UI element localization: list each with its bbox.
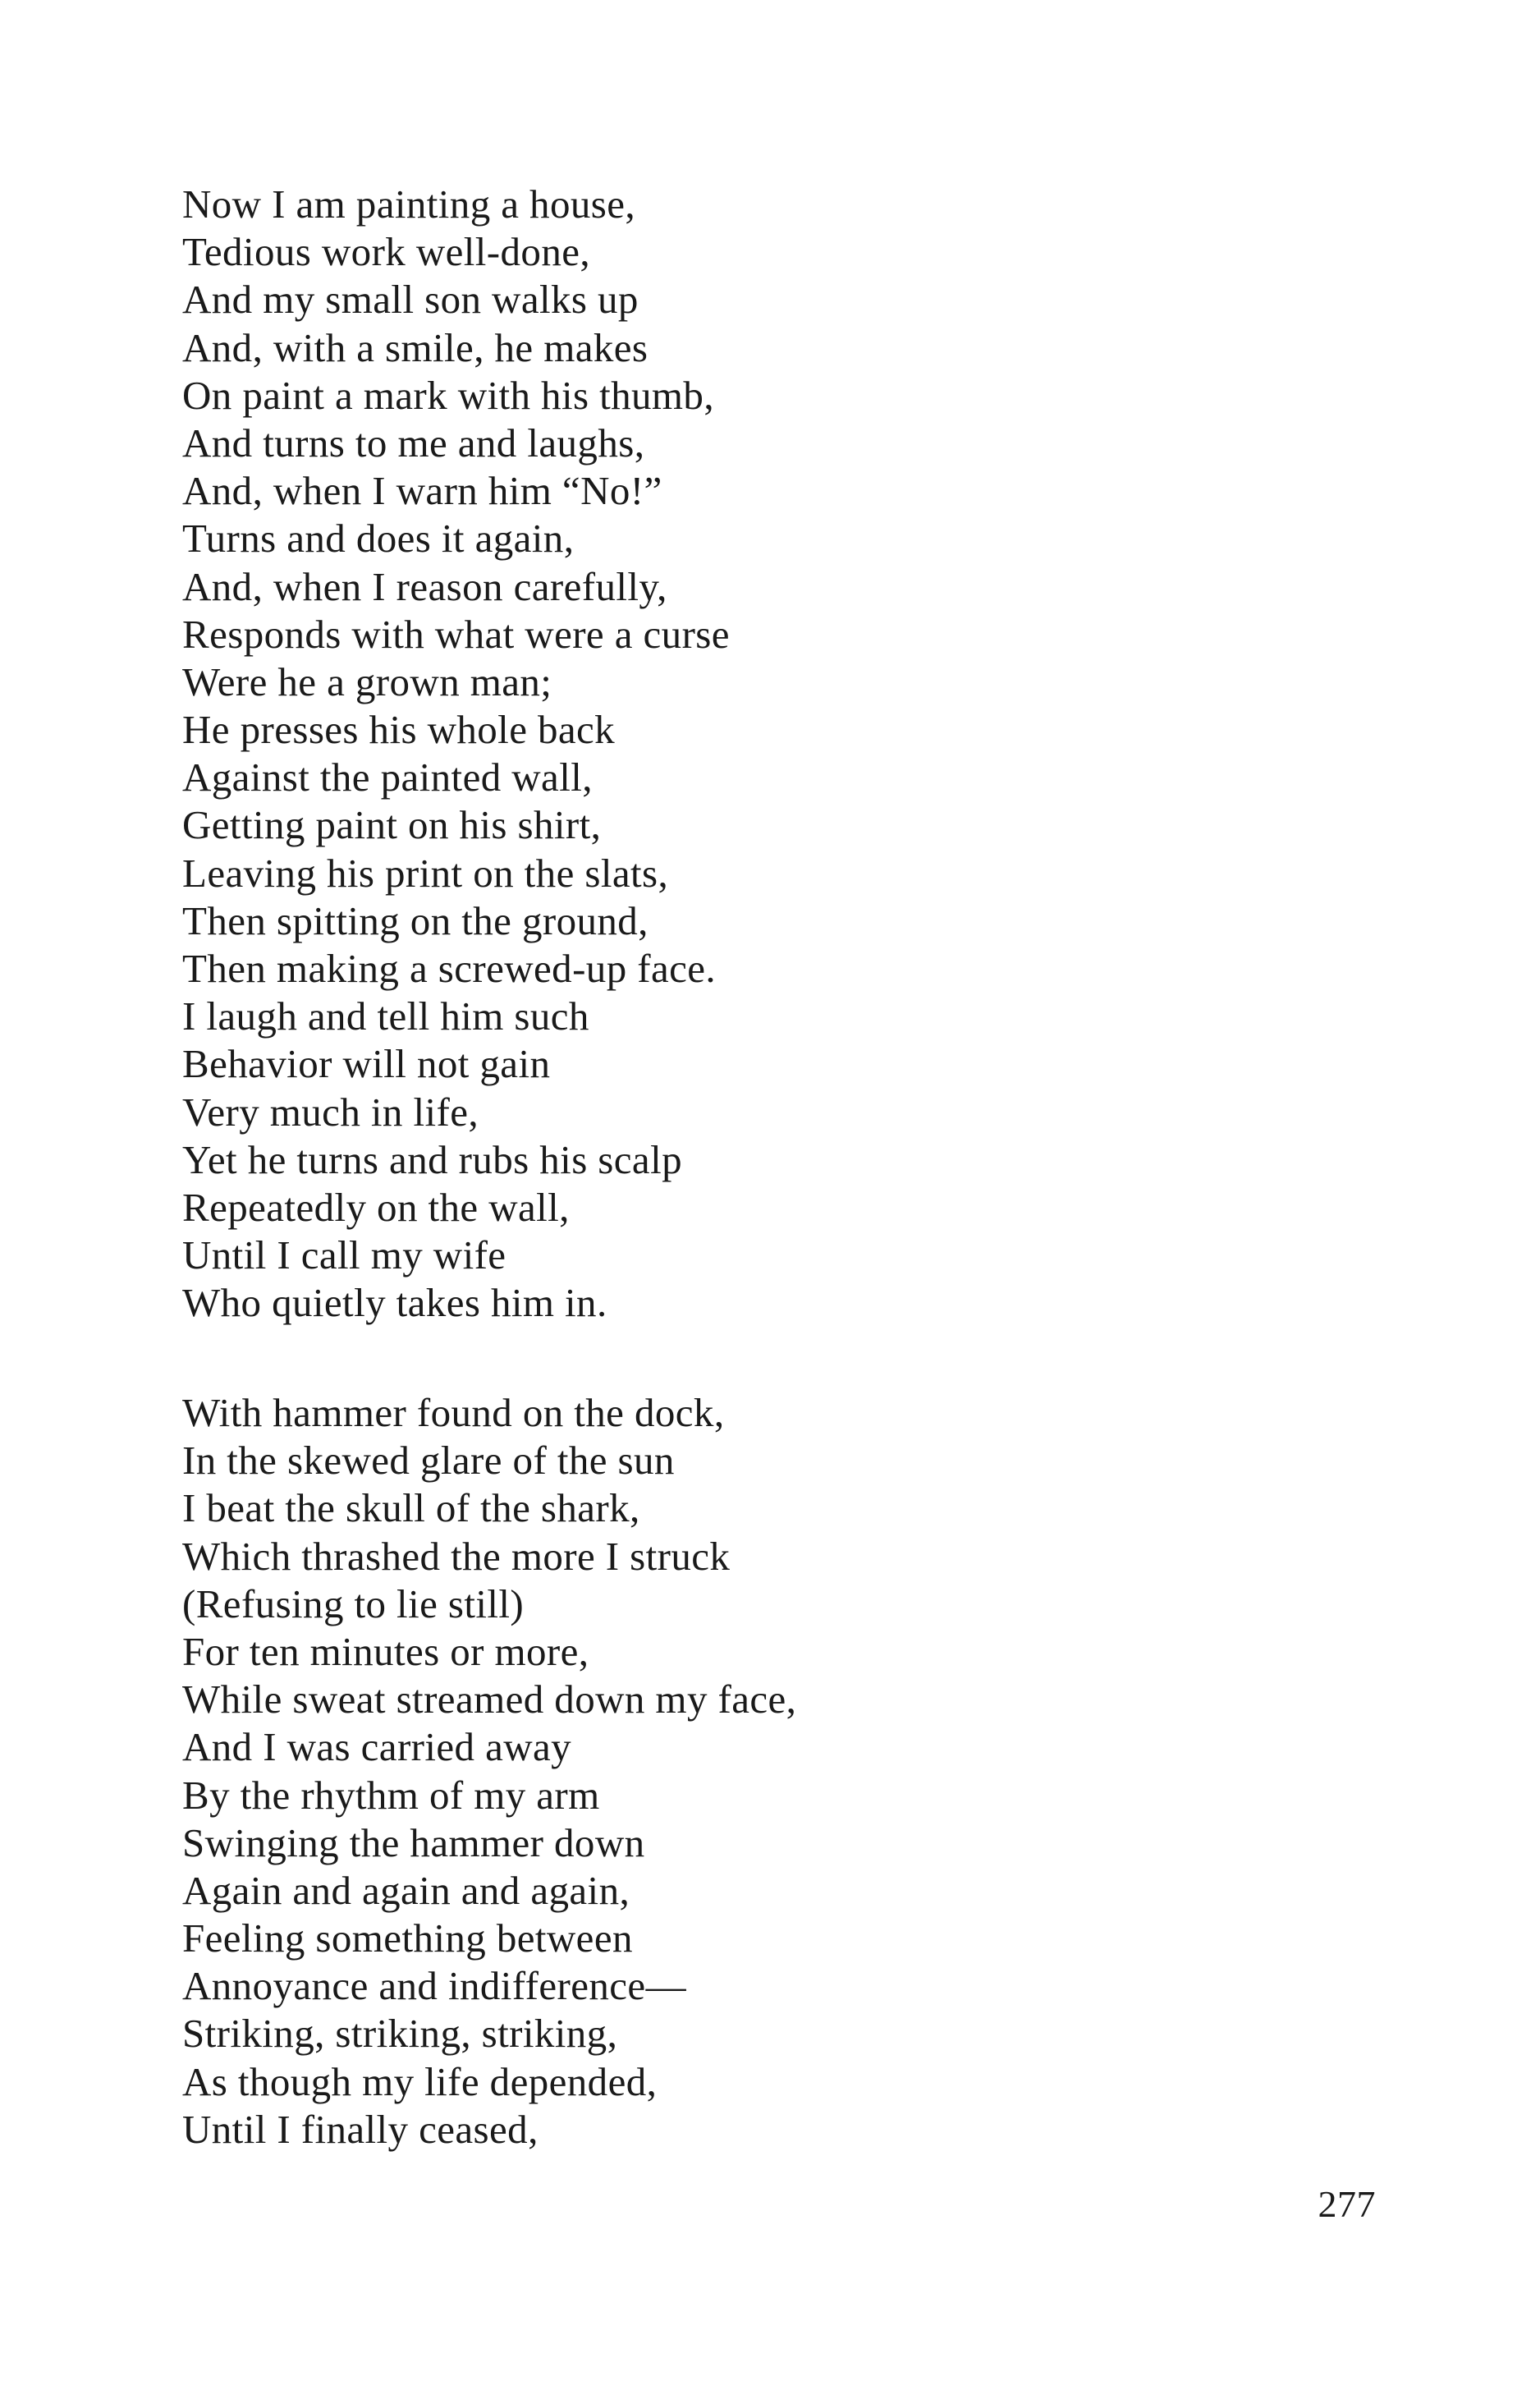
poem-line: And, with a smile, he makes [182,324,649,370]
poem-line: Until I call my wife [182,1232,506,1278]
poem-line: Now I am painting a house, [182,181,636,227]
poem-line: And my small son walks up [182,277,639,323]
poem-line: With hammer found on the dock, [182,1390,725,1435]
poem-line: Which thrashed the more I struck [182,1533,731,1579]
poem-line: Repeatedly on the wall, [182,1184,570,1230]
poem-line: Who quietly takes him in. [182,1280,607,1326]
poem-line: Then spitting on the ground, [182,897,649,943]
poem-line: For ten minutes or more, [182,1628,589,1674]
poem-line: Yet he turns and rubs his scalp [182,1136,682,1182]
poem-line: Tedious work well-done, [182,229,591,275]
poem-line: And, when I warn him “No!” [182,468,662,514]
poem-line: And, when I reason carefully, [182,563,667,609]
poem-line: He presses his whole back [182,707,616,753]
poem-line: Again and again and again, [182,1867,630,1913]
poem-line: Until I finally ceased, [182,2106,539,2152]
page-number: 277 [1318,2183,1376,2225]
poem-line: Were he a grown man; [182,658,552,704]
poem-line: Annoyance and indifference— [182,1963,686,2009]
poem-line: By the rhythm of my arm [182,1772,600,1818]
poem-line: Getting paint on his shirt, [182,802,602,848]
poem-line: As though my life depended, [182,2058,658,2104]
poem-line: Against the painted wall, [182,755,593,800]
poem-line: Swinging the hammer down [182,1819,645,1865]
poem-line: (Refusing to lie still) [182,1580,525,1626]
poem-line: Then making a screwed-up face. [182,946,717,991]
poem-line: Striking, striking, striking, [182,2011,618,2057]
poem-line: While sweat streamed down my face, [182,1677,797,1722]
poem-line: Feeling something between [182,1915,633,1961]
poem-line: On paint a mark with his thumb, [182,372,714,418]
poem-line: In the skewed glare of the sun [182,1438,675,1484]
poem-line: Leaving his print on the slats, [182,850,669,896]
poem-line: Behavior will not gain [182,1041,551,1087]
poem-line: Responds with what were a curse [182,611,730,657]
poem-line: And turns to me and laughs, [182,420,645,466]
poem-stanza-2 [182,1389,796,2154]
poem-line: I laugh and tell him such [182,993,589,1039]
poem-line: And I was carried away [182,1724,572,1770]
poem-line: I beat the skull of the shark, [182,1485,640,1531]
poem-stanza-1 [182,181,730,1328]
poem-line: Very much in life, [182,1089,479,1135]
poem-line: Turns and does it again, [182,516,575,562]
